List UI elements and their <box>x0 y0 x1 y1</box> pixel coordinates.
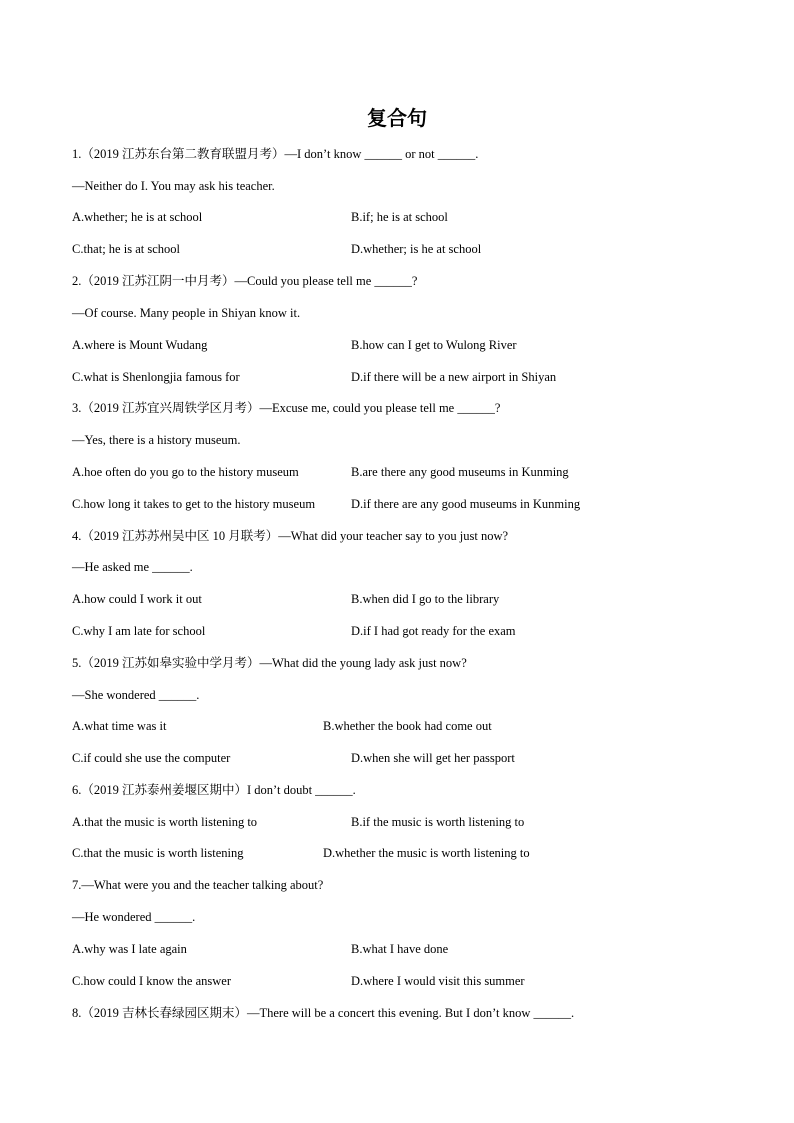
question-3-option-d: D.if there are any good museums in Kunming <box>351 497 581 511</box>
question-1-option-d: D.whether; is he at school <box>351 242 482 256</box>
question-4-option-c: C.why I am late for school <box>72 624 206 638</box>
question-6-stem: 6.（2019 江苏泰州姜堰区期中）I don’t doubt ______. <box>72 783 356 797</box>
question-4-option-b: B.when did I go to the library <box>351 592 500 606</box>
question-2-stem: 2.（2019 江苏江阴一中月考）—Could you please tell me ______? <box>72 274 418 288</box>
question-3-option-c: C.how long it takes to get to the history museum <box>72 497 316 511</box>
question-5-option-d: D.when she will get her passport <box>351 751 515 765</box>
question-4-reply: —He asked me ______. <box>72 560 193 574</box>
question-6-option-c: C.that the music is worth listening <box>72 846 244 860</box>
question-4-option-a: A.how could I work it out <box>72 592 202 606</box>
question-1-option-c: C.that; he is at school <box>72 242 180 256</box>
question-5-stem: 5.（2019 江苏如皋实验中学月考）—What did the young lady ask just now? <box>72 656 467 670</box>
question-1-option-a: A.whether; he is at school <box>72 210 203 224</box>
page-title: 复合句 <box>367 106 427 130</box>
question-7-option-a: A.why was I late again <box>72 942 187 956</box>
question-2-option-c: C.what is Shenlongjia famous for <box>72 370 240 384</box>
question-2-reply: —Of course. Many people in Shiyan know it. <box>72 306 301 320</box>
question-6-option-a: A.that the music is worth listening to <box>72 815 258 829</box>
question-7-stem: 7.—What were you and the teacher talking about? <box>72 878 324 892</box>
question-7-option-d: D.where I would visit this summer <box>351 974 525 988</box>
question-6-option-b: B.if the music is worth listening to <box>351 815 525 829</box>
question-5-option-a: A.what time was it <box>72 719 167 733</box>
question-5-option-c: C.if could she use the computer <box>72 751 231 765</box>
question-7-reply: —He wondered ______. <box>72 910 196 924</box>
question-3-option-a: A.hoe often do you go to the history museum <box>72 465 299 479</box>
question-8-stem: 8.（2019 吉林长春绿园区期末）—There will be a concert this evening. But I don’t know ______. <box>72 1006 575 1020</box>
question-7-option-c: C.how could I know the answer <box>72 974 231 988</box>
question-4-stem: 4.（2019 江苏苏州吴中区 10 月联考）—What did your teacher say to you just now? <box>72 529 509 543</box>
question-1-reply: —Neither do I. You may ask his teacher. <box>72 179 275 193</box>
question-2-option-d: D.if there will be a new airport in Shiyan <box>351 370 557 384</box>
question-7-option-b: B.what I have done <box>351 942 449 956</box>
question-1-option-b: B.if; he is at school <box>351 210 448 224</box>
question-6-option-d: D.whether the music is worth listening to <box>323 846 530 860</box>
question-1-stem: 1.（2019 江苏东台第二教育联盟月考）—I don’t know ______ or not ______. <box>72 147 479 161</box>
question-3-stem: 3.（2019 江苏宜兴周铁学区月考）—Excuse me, could you please tell me ______? <box>72 401 501 415</box>
question-4-option-d: D.if I had got ready for the exam <box>351 624 516 638</box>
question-5-option-b: B.whether the book had come out <box>323 719 492 733</box>
question-3-reply: —Yes, there is a history museum. <box>72 433 241 447</box>
question-2-option-b: B.how can I get to Wulong River <box>351 338 517 352</box>
question-5-reply: —She wondered ______. <box>72 688 200 702</box>
question-3-option-b: B.are there any good museums in Kunming <box>351 465 569 479</box>
question-2-option-a: A.where is Mount Wudang <box>72 338 208 352</box>
